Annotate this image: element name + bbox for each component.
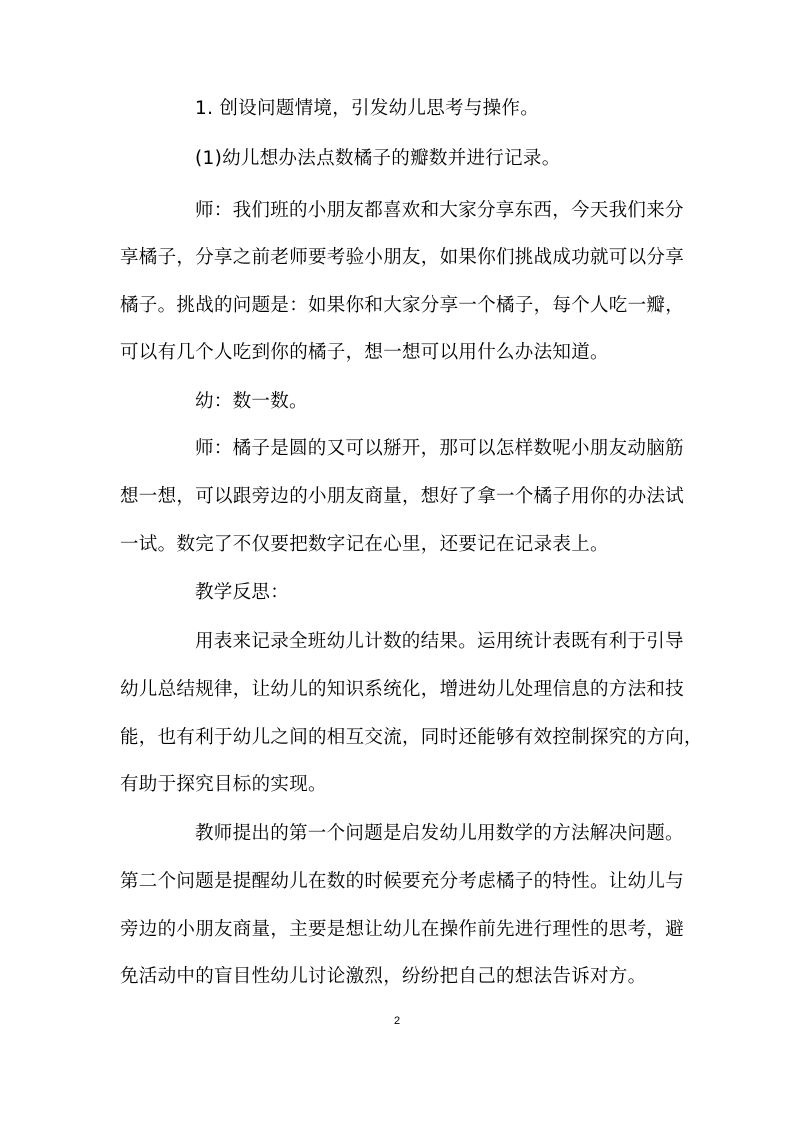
text-line: 免活动中的盲目性幼儿讨论激烈，纷纷把自己的想法告诉对方。 — [120, 966, 647, 987]
text-line: 想一想，可以跟旁边的小朋友商量，想好了拿一个橘子用你的办法试 — [120, 486, 685, 507]
page-number: 2 — [393, 1015, 401, 1027]
text-line: (1)幼儿想办法点数橘子的瓣数并进行记录。 — [195, 148, 561, 169]
text-line: 用表来记录全班幼儿计数的结果。运用统计表既有利于引导 — [195, 631, 684, 652]
text-line: 幼：数一数。 — [195, 391, 308, 412]
text-line: 第二个问题是提醒幼儿在数的时候要充分考虑橘子的特性。让幼儿与 — [120, 871, 685, 892]
text-line: 1. 创设问题情境，引发幼儿思考与操作。 — [195, 98, 540, 119]
section-heading: 教学反思： — [195, 582, 290, 603]
text-line: 幼儿总结规律，让幼儿的知识系统化，增进幼儿处理信息的方法和技 — [120, 679, 685, 700]
text-line: 有助于探究目标的实现。 — [120, 774, 327, 795]
text-line: 享橘子，分享之前老师要考验小朋友，如果你们挑战成功就可以分享 — [120, 247, 685, 268]
text-line: 旁边的小朋友商量，主要是想让幼儿在操作前先进行理性的思考，避 — [120, 919, 685, 940]
text-line: 可以有几个人吃到你的橘子，想一想可以用什么办法知道。 — [120, 342, 609, 363]
text-line: 橘子。挑战的问题是：如果你和大家分享一个橘子，每个人吃一瓣， — [120, 295, 685, 316]
text-line: 师：我们班的小朋友都喜欢和大家分享东西，今天我们来分 — [195, 200, 684, 221]
text-line: 一试。数完了不仅要把数字记在心里，还要记在记录表上。 — [120, 534, 609, 555]
text-line: 教师提出的第一个问题是启发幼儿用数学的方法解决问题。 — [195, 823, 684, 844]
text-line: 能，也有利于幼儿之间的相互交流，同时还能够有效控制探究的方向， — [120, 727, 703, 748]
text-line: 师：橘子是圆的又可以掰开，那可以怎样数呢小朋友动脑筋 — [195, 438, 684, 459]
